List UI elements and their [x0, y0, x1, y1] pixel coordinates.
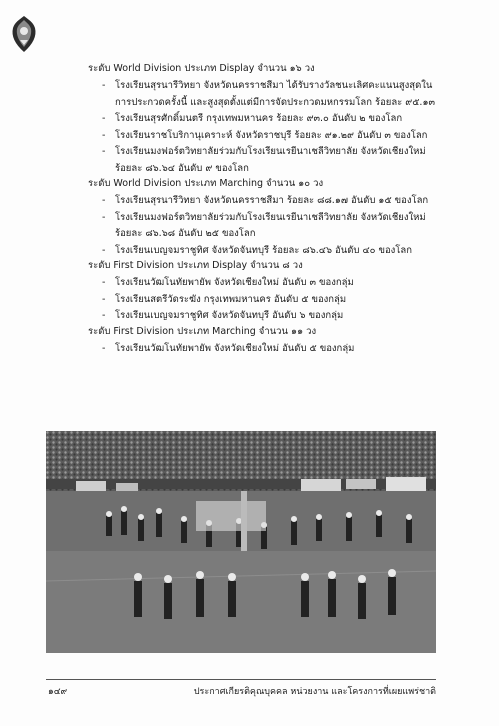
footer-rule — [46, 679, 436, 680]
bullet-dash: - — [102, 293, 106, 305]
main-content — [88, 62, 468, 357]
list-item — [88, 275, 468, 292]
list-item-text: โรงเรียนสตรีวัดระฆัง กรุงเทพมหานคร อันดับ ๕ ของกลุ่ม — [115, 293, 347, 305]
list-item-text: โรงเรียนเบญจมราชูทิศ จังหวัดจันทบุรี ร้อยละ ๘๖.๔๖ อันดับ ๔๐ ของโลก — [115, 244, 412, 256]
list-item-text: โรงเรียนเบญจมราชูทิศ จังหวัดจันทบุรี อันดับ ๖ ของกลุ่ม — [115, 310, 344, 321]
bullet-dash: - — [102, 80, 106, 91]
list-item-text: โรงเรียนสุรนารีวิทยา จังหวัดนครราชสีมา ได้รับรางวัลชนะเลิศคะแนนสูงสุดใน — [115, 80, 433, 91]
list-item-text: โรงเรียนราชโบริกานุเคราะห์ จังหวัดราชบุรี ร้อยละ ๙๑.๒๙ อันดับ ๓ ของโลก — [115, 129, 428, 141]
bullet-dash: - — [102, 277, 106, 288]
page-number: ๑๔๙ — [48, 687, 68, 697]
list-item-text: โรงเรียนมงฟอร์ตวิทยาลัยร่วมกับโรงเรียนเรยีนาเชลีวิทยาลัย จังหวัดเชียงใหม่ — [115, 146, 426, 157]
section-heading: ระดับ World Division ประเภท Display จำนวน ๑๖ วง — [88, 63, 315, 74]
bullet-dash: - — [102, 211, 106, 223]
list-item — [88, 144, 468, 177]
crest-logo — [9, 14, 39, 54]
list-item-text: โรงเรียนสุรศักดิ์มนตรี กรุงเทพมหานคร ร้อยละ ๙๓.๐ อันดับ ๒ ของโลก — [115, 113, 403, 124]
section-heading: ระดับ First Division ประเภท Display จำนวน ๘ วง — [88, 260, 303, 271]
list-item — [88, 210, 468, 243]
list-item — [88, 292, 468, 309]
marching-band-photo — [46, 431, 436, 653]
list-item — [88, 308, 468, 325]
bullet-dash: - — [102, 129, 106, 141]
list-item-text: การประกวดครั้งนี้ และสูงสุดตั้งแต่มีการจัดประกวดมหกรรมโลก ร้อยละ ๙๕.๑๓ — [115, 96, 435, 108]
list-item-text: ร้อยละ ๘๖.๖๘ อันดับ ๒๕ ของโลก — [115, 228, 256, 239]
bullet-dash: - — [102, 310, 106, 321]
list-item-text: โรงเรียนสุรนารีวิทยา จังหวัดนครราชสีมา ร้อยละ ๘๘.๑๗ อันดับ ๑๕ ของโลก — [115, 195, 429, 206]
section-heading: ระดับ First Division ประเภท Marching จำนวน ๑๑ วง — [88, 325, 317, 337]
bullet-dash: - — [102, 342, 106, 354]
list-item — [88, 78, 468, 111]
bullet-dash: - — [102, 244, 106, 256]
list-item — [88, 193, 468, 210]
list-item-text: โรงเรียนวัฒโนทัยพายัพ จังหวัดเชียงใหม่ อันดับ ๓ ของกลุ่ม — [115, 277, 354, 288]
list-item — [88, 111, 468, 128]
list-item — [88, 243, 468, 260]
list-item-text: โรงเรียนวัฒโนทัยพายัพ จังหวัดเชียงใหม่ อันดับ ๕ ของกลุ่ม — [115, 342, 355, 354]
bullet-dash: - — [102, 113, 106, 124]
list-item — [88, 341, 468, 358]
list-item — [88, 128, 468, 145]
bullet-dash: - — [102, 146, 106, 157]
list-item-text: โรงเรียนมงฟอร์ตวิทยาลัยร่วมกับโรงเรียนเรยีนาเชลีวิทยาลัย จังหวัดเชียงใหม่ — [115, 211, 426, 223]
list-item-text: ร้อยละ ๘๖.๖๔ อันดับ ๙ ของโลก — [115, 162, 249, 174]
bullet-dash: - — [102, 195, 106, 206]
footer-title: ประกาศเกียรติคุณบุคคล หน่วยงาน และโครงการที่เผยแพร่ชาติ — [193, 687, 436, 697]
section-heading: ระดับ World Division ประเภท Marching จำนวน ๑๐ วง — [88, 178, 324, 189]
